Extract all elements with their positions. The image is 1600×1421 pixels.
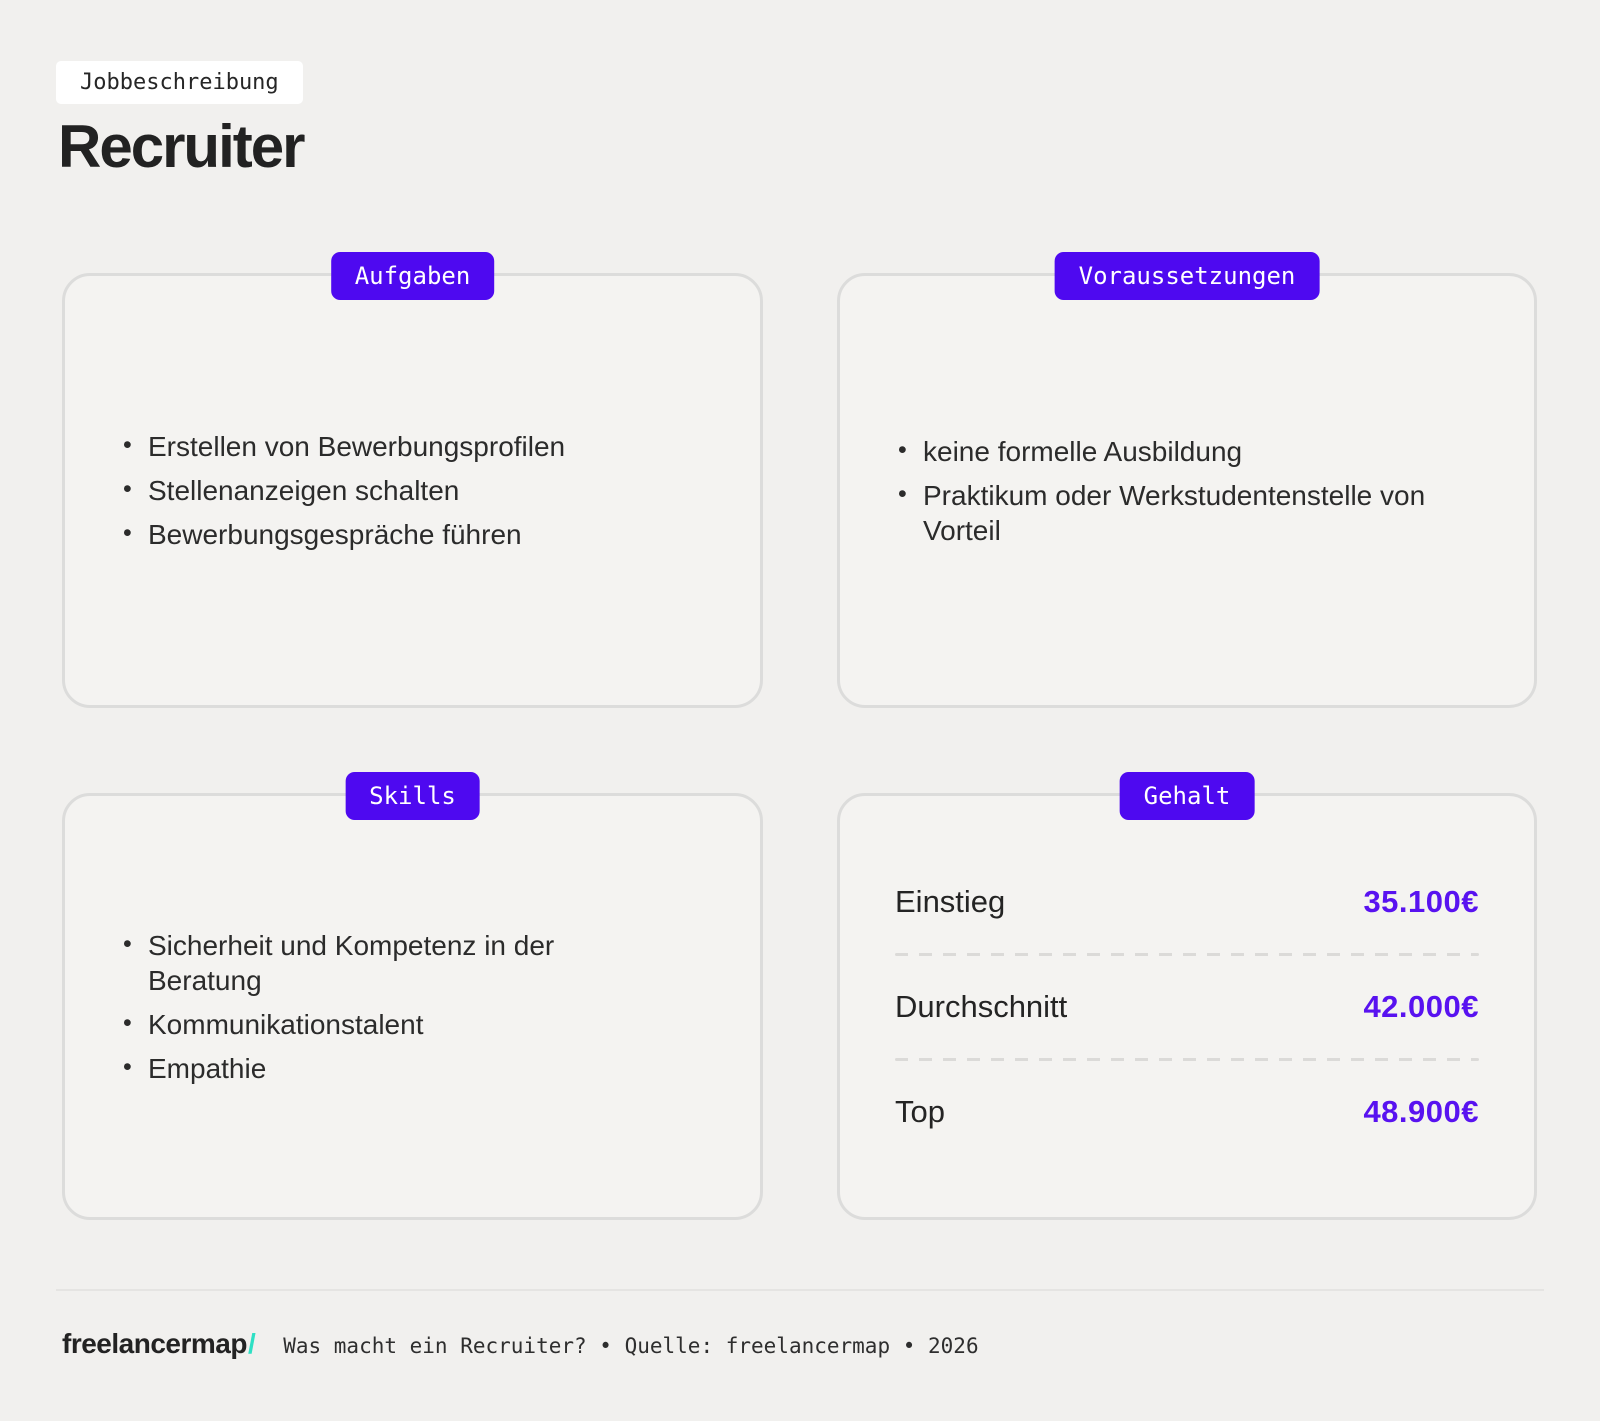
salary-value: 42.000€ (1363, 988, 1479, 1024)
voraussetzungen-list (895, 434, 1440, 548)
card-aufgaben-badge: Aufgaben (331, 252, 495, 300)
dashed-divider (895, 1058, 1479, 1061)
card-aufgaben (62, 262, 763, 708)
salary-value: 35.100€ (1363, 883, 1479, 919)
list-item: • Praktikum oder Werkstudentenstelle von Vorteil (895, 478, 1440, 548)
footer-divider (56, 1289, 1544, 1291)
list-item: • Kommunikationstalent (120, 1007, 665, 1042)
salary-row-einstieg (895, 880, 1479, 924)
card-skills (62, 782, 763, 1220)
footer-caption: Was macht ein Recruiter? • Quelle: freelancermap • 2026 (283, 1334, 979, 1358)
card-gehalt (837, 782, 1537, 1220)
card-skills-badge: Skills (345, 772, 480, 820)
salary-table (895, 880, 1479, 1134)
aufgaben-list (120, 429, 665, 552)
page-title: Recruiter (58, 113, 304, 180)
logo-text: freelancermap (62, 1328, 247, 1359)
list-item: • Bewerbungsgespräche führen (120, 517, 665, 552)
freelancermap-logo (62, 1328, 255, 1360)
dashed-divider (895, 953, 1479, 956)
list-item: • keine formelle Ausbildung (895, 434, 1440, 469)
footer (62, 1328, 979, 1360)
salary-row-durchschnitt (895, 985, 1479, 1029)
salary-row-top (895, 1090, 1479, 1134)
card-gehalt-badge: Gehalt (1120, 772, 1255, 820)
logo-slash: / (247, 1328, 256, 1359)
salary-label: Durchschnitt (895, 988, 1068, 1024)
list-item: • Erstellen von Bewerbungsprofilen (120, 429, 665, 464)
card-voraussetzungen-badge: Voraussetzungen (1055, 252, 1320, 300)
salary-label: Top (895, 1093, 945, 1129)
skills-list (120, 928, 665, 1086)
list-item: • Empathie (120, 1051, 665, 1086)
list-item: • Sicherheit und Kompetenz in der Beratung (120, 928, 665, 998)
category-badge: Jobbeschreibung (56, 61, 303, 104)
salary-label: Einstieg (895, 883, 1006, 919)
salary-value: 48.900€ (1363, 1093, 1479, 1129)
list-item: • Stellenanzeigen schalten (120, 473, 665, 508)
card-voraussetzungen (837, 262, 1537, 708)
